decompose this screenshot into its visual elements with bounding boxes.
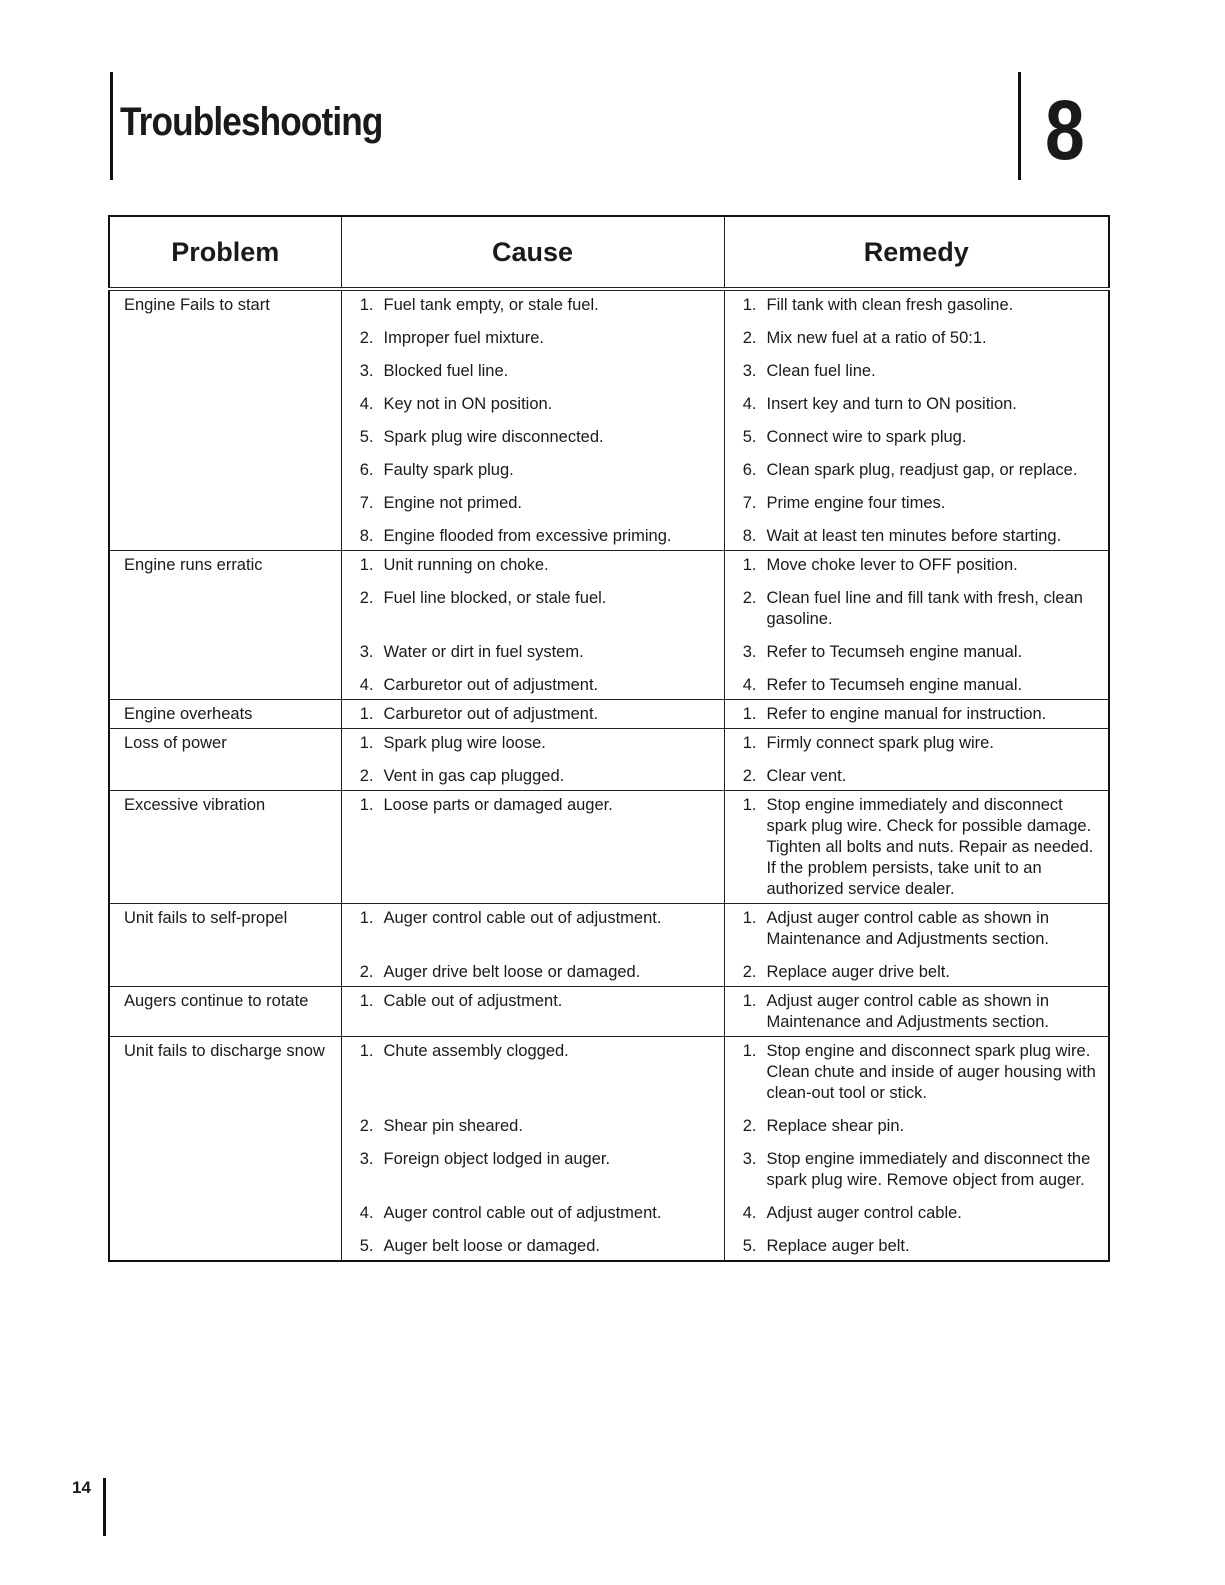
table-row	[109, 791, 1109, 904]
cause-cell	[341, 729, 724, 791]
cause-list	[342, 1041, 724, 1257]
remedy-item	[725, 1116, 1109, 1137]
item-number: 1.	[742, 556, 757, 574]
remedy-item	[725, 642, 1109, 663]
item-number: 2.	[742, 329, 757, 347]
title-rule	[110, 72, 113, 180]
remedy-item	[725, 328, 1109, 349]
cause-text: Cable out of adjustment.	[383, 992, 563, 1010]
cause-item	[342, 704, 724, 725]
item-number: 3.	[742, 362, 757, 380]
item-number: 4.	[359, 395, 374, 413]
page-number-rule	[103, 1478, 106, 1536]
item-number: 2.	[742, 767, 757, 785]
problem-cell: Engine overheats	[109, 700, 341, 729]
item-number: 3.	[359, 1150, 374, 1168]
item-number: 1.	[359, 705, 374, 723]
item-number: 1.	[359, 734, 374, 752]
remedy-item	[725, 588, 1109, 630]
cause-item	[342, 361, 724, 382]
cause-item	[342, 295, 724, 316]
cause-text: Shear pin sheared.	[383, 1117, 523, 1135]
remedy-text: Adjust auger control cable as shown in Maintenance and Adjustments section.	[766, 992, 1050, 1031]
cause-item	[342, 555, 724, 576]
remedy-list	[725, 733, 1109, 787]
remedy-text: Stop engine and disconnect spark plug wire. Clean chute and inside of auger housing with clean-out tool or stick.	[766, 1042, 1096, 1102]
table-header-row	[109, 216, 1109, 289]
cause-list	[342, 704, 724, 725]
remedy-item	[725, 1041, 1109, 1104]
cause-item	[342, 427, 724, 448]
item-number: 7.	[359, 494, 374, 512]
cause-item	[342, 962, 724, 983]
cause-text: Fuel line blocked, or stale fuel.	[383, 589, 607, 607]
item-number: 1.	[359, 992, 374, 1010]
cause-cell	[341, 1037, 724, 1262]
cause-text: Auger belt loose or damaged.	[383, 1237, 600, 1255]
item-number: 1.	[742, 705, 757, 723]
remedy-text: Adjust auger control cable as shown in Maintenance and Adjustments section.	[766, 909, 1050, 948]
remedy-item	[725, 526, 1109, 547]
item-number: 1.	[359, 909, 374, 927]
cause-text: Water or dirt in fuel system.	[383, 643, 584, 661]
cause-text: Key not in ON position.	[383, 395, 553, 413]
item-number: 8.	[359, 527, 374, 545]
cause-text: Engine not primed.	[383, 494, 523, 512]
cause-item	[342, 795, 724, 900]
cause-list	[342, 795, 724, 900]
cause-item	[342, 766, 724, 787]
item-number: 3.	[359, 362, 374, 380]
remedy-item	[725, 1236, 1109, 1257]
item-number: 2.	[359, 963, 374, 981]
remedy-text: Replace auger drive belt.	[766, 963, 950, 981]
item-number: 1.	[742, 796, 757, 814]
item-number: 5.	[742, 1237, 757, 1255]
remedy-item	[725, 962, 1109, 983]
cause-cell	[341, 551, 724, 700]
remedy-text: Fill tank with clean fresh gasoline.	[766, 296, 1014, 314]
table-row	[109, 904, 1109, 987]
cause-text: Auger control cable out of adjustment.	[383, 909, 662, 927]
remedy-item	[725, 766, 1109, 787]
remedy-cell	[724, 987, 1109, 1037]
remedy-item	[725, 427, 1109, 448]
remedy-text: Clean fuel line and fill tank with fresh, clean gasoline.	[766, 589, 1083, 628]
cause-cell	[341, 791, 724, 904]
item-number: 1.	[742, 909, 757, 927]
remedy-list	[725, 795, 1109, 900]
table-body	[109, 289, 1109, 1261]
cause-cell	[341, 904, 724, 987]
remedy-cell	[724, 551, 1109, 700]
remedy-list	[725, 295, 1109, 547]
item-number: 3.	[742, 643, 757, 661]
remedy-text: Connect wire to spark plug.	[766, 428, 967, 446]
cause-item	[342, 642, 724, 663]
remedy-list	[725, 704, 1109, 725]
cause-item	[342, 588, 724, 630]
cause-item	[342, 733, 724, 754]
remedy-list	[725, 1041, 1109, 1257]
problem-cell: Unit fails to discharge snow	[109, 1037, 341, 1262]
remedy-item	[725, 295, 1109, 316]
table-row	[109, 1037, 1109, 1262]
item-number: 4.	[742, 676, 757, 694]
cause-text: Vent in gas cap plugged.	[383, 767, 565, 785]
problem-cell: Engine Fails to start	[109, 289, 341, 551]
cause-text: Engine flooded from excessive priming.	[383, 527, 672, 545]
chapter-number: 8	[1045, 83, 1085, 177]
item-number: 6.	[359, 461, 374, 479]
remedy-text: Stop engine immediately and disconnect the spark plug wire. Remove object from auger.	[766, 1150, 1091, 1189]
remedy-cell	[724, 791, 1109, 904]
problem-cell: Engine runs erratic	[109, 551, 341, 700]
remedy-text: Replace auger belt.	[766, 1237, 910, 1255]
page-number: 14	[72, 1478, 91, 1497]
table-row	[109, 551, 1109, 700]
remedy-cell	[724, 904, 1109, 987]
item-number: 1.	[742, 296, 757, 314]
item-number: 1.	[359, 796, 374, 814]
cause-list	[342, 555, 724, 696]
item-number: 3.	[742, 1150, 757, 1168]
cause-text: Carburetor out of adjustment.	[383, 705, 599, 723]
item-number: 3.	[359, 643, 374, 661]
problem-cell: Loss of power	[109, 729, 341, 791]
remedy-text: Refer to Tecumseh engine manual.	[766, 676, 1023, 694]
problem-cell: Unit fails to self-propel	[109, 904, 341, 987]
item-number: 6.	[742, 461, 757, 479]
remedy-text: Refer to Tecumseh engine manual.	[766, 643, 1023, 661]
remedy-text: Clean spark plug, readjust gap, or replace.	[766, 461, 1078, 479]
cause-text: Unit running on choke.	[383, 556, 549, 574]
cause-item	[342, 1236, 724, 1257]
remedy-list	[725, 555, 1109, 696]
remedy-text: Wait at least ten minutes before starting.	[766, 527, 1062, 545]
cause-text: Fuel tank empty, or stale fuel.	[383, 296, 599, 314]
remedy-item	[725, 361, 1109, 382]
column-header-problem: Problem	[109, 216, 341, 289]
remedy-list	[725, 908, 1109, 983]
cause-cell	[341, 289, 724, 551]
remedy-text: Prime engine four times.	[766, 494, 946, 512]
problem-cell: Excessive vibration	[109, 791, 341, 904]
cause-text: Auger control cable out of adjustment.	[383, 1204, 662, 1222]
problem-cell: Augers continue to rotate	[109, 987, 341, 1037]
remedy-item	[725, 493, 1109, 514]
remedy-item	[725, 733, 1109, 754]
remedy-cell	[724, 700, 1109, 729]
remedy-text: Replace shear pin.	[766, 1117, 905, 1135]
remedy-item	[725, 460, 1109, 481]
remedy-cell	[724, 289, 1109, 551]
table-row	[109, 987, 1109, 1037]
cause-item	[342, 1116, 724, 1137]
item-number: 8.	[742, 527, 757, 545]
cause-text: Improper fuel mixture.	[383, 329, 544, 347]
cause-text: Spark plug wire loose.	[383, 734, 546, 752]
cause-list	[342, 908, 724, 983]
cause-text: Faulty spark plug.	[383, 461, 514, 479]
cause-item	[342, 1203, 724, 1224]
cause-item	[342, 1041, 724, 1104]
cause-item	[342, 675, 724, 696]
remedy-item	[725, 795, 1109, 900]
cause-text: Chute assembly clogged.	[383, 1042, 569, 1060]
item-number: 1.	[742, 992, 757, 1010]
column-header-cause: Cause	[341, 216, 724, 289]
table-row	[109, 289, 1109, 551]
cause-text: Blocked fuel line.	[383, 362, 509, 380]
item-number: 4.	[359, 1204, 374, 1222]
remedy-cell	[724, 729, 1109, 791]
item-number: 1.	[359, 556, 374, 574]
item-number: 7.	[742, 494, 757, 512]
item-number: 4.	[359, 676, 374, 694]
remedy-text: Insert key and turn to ON position.	[766, 395, 1017, 413]
remedy-text: Firmly connect spark plug wire.	[766, 734, 994, 752]
remedy-item	[725, 704, 1109, 725]
item-number: 1.	[742, 734, 757, 752]
item-number: 2.	[359, 1117, 374, 1135]
item-number: 2.	[742, 1117, 757, 1135]
cause-text: Foreign object lodged in auger.	[383, 1150, 611, 1168]
cause-text: Loose parts or damaged auger.	[383, 796, 613, 814]
item-number: 5.	[359, 428, 374, 446]
cause-item	[342, 1149, 724, 1191]
cause-item	[342, 328, 724, 349]
cause-item	[342, 908, 724, 950]
cause-list	[342, 295, 724, 547]
table-row	[109, 729, 1109, 791]
troubleshooting-table	[108, 215, 1110, 1262]
remedy-text: Move choke lever to OFF position.	[766, 556, 1018, 574]
remedy-list	[725, 991, 1109, 1033]
item-number: 2.	[742, 589, 757, 607]
item-number: 4.	[742, 395, 757, 413]
item-number: 2.	[359, 329, 374, 347]
item-number: 2.	[359, 767, 374, 785]
cause-item	[342, 526, 724, 547]
cause-cell	[341, 700, 724, 729]
cause-list	[342, 733, 724, 787]
remedy-text: Mix new fuel at a ratio of 50:1.	[766, 329, 987, 347]
remedy-item	[725, 675, 1109, 696]
remedy-item	[725, 1149, 1109, 1191]
item-number: 5.	[359, 1237, 374, 1255]
table-row	[109, 700, 1109, 729]
remedy-item	[725, 991, 1109, 1033]
cause-list	[342, 991, 724, 1033]
cause-text: Auger drive belt loose or damaged.	[383, 963, 641, 981]
chapter-rule	[1018, 72, 1021, 180]
item-number: 4.	[742, 1204, 757, 1222]
remedy-cell	[724, 1037, 1109, 1262]
cause-text: Spark plug wire disconnected.	[383, 428, 604, 446]
item-number: 2.	[742, 963, 757, 981]
item-number: 1.	[359, 296, 374, 314]
cause-item	[342, 460, 724, 481]
item-number: 1.	[742, 1042, 757, 1060]
remedy-item	[725, 908, 1109, 950]
remedy-text: Stop engine immediately and disconnect spark plug wire. Check for possible damage. Tighten all bolts and nuts. Repair as needed. If the problem persists, take unit to an authorized service dealer.	[766, 796, 1094, 898]
remedy-item	[725, 555, 1109, 576]
item-number: 1.	[359, 1042, 374, 1060]
remedy-text: Refer to engine manual for instruction.	[766, 705, 1047, 723]
remedy-text: Adjust auger control cable.	[766, 1204, 962, 1222]
remedy-text: Clean fuel line.	[766, 362, 876, 380]
remedy-text: Clear vent.	[766, 767, 847, 785]
page-title: Troubleshooting	[120, 100, 383, 144]
column-header-remedy: Remedy	[724, 216, 1109, 289]
cause-cell	[341, 987, 724, 1037]
cause-item	[342, 493, 724, 514]
item-number: 5.	[742, 428, 757, 446]
cause-text: Carburetor out of adjustment.	[383, 676, 599, 694]
remedy-item	[725, 394, 1109, 415]
item-number: 2.	[359, 589, 374, 607]
remedy-item	[725, 1203, 1109, 1224]
cause-item	[342, 991, 724, 1033]
cause-item	[342, 394, 724, 415]
